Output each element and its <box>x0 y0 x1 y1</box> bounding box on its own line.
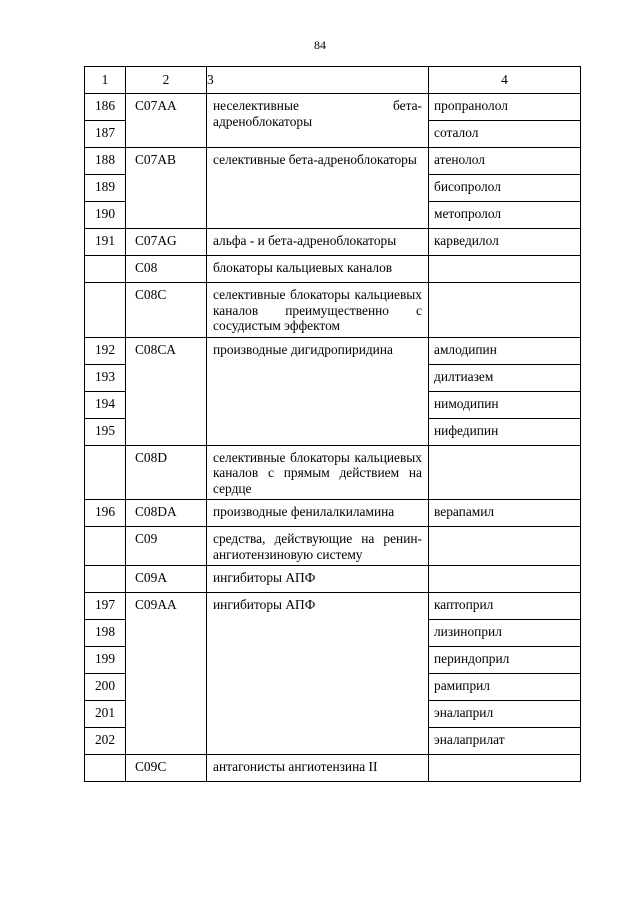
row-number: 202 <box>85 728 126 755</box>
row-number: 193 <box>85 364 126 391</box>
table-row <box>85 94 581 121</box>
header-col-1: 1 <box>85 67 126 94</box>
drug-name: лизиноприл <box>429 620 581 647</box>
drug-name <box>429 527 581 566</box>
row-number: 200 <box>85 674 126 701</box>
row-number: 194 <box>85 391 126 418</box>
atc-code: C08CA <box>126 337 207 445</box>
table-row <box>85 500 581 527</box>
drug-name: рамиприл <box>429 674 581 701</box>
atc-code: C07AG <box>126 229 207 256</box>
drug-name: эналаприл <box>429 701 581 728</box>
table-row <box>85 148 581 175</box>
drug-name: атенолол <box>429 148 581 175</box>
table-row <box>85 527 581 566</box>
group-description: производные фенилалкиламина <box>207 500 429 527</box>
page-number: 84 <box>314 38 326 52</box>
drug-name: верапамил <box>429 500 581 527</box>
row-number: 191 <box>85 229 126 256</box>
table-row <box>85 229 581 256</box>
row-number: 199 <box>85 647 126 674</box>
drug-name: дилтиазем <box>429 364 581 391</box>
row-number: 192 <box>85 337 126 364</box>
drug-name <box>429 755 581 782</box>
group-description: блокаторы кальциевых каналов <box>207 256 429 283</box>
group-description: селективные блокаторы кальциевых каналов с прямым действием на сердце <box>207 445 429 500</box>
table-row <box>85 566 581 593</box>
row-number: 190 <box>85 202 126 229</box>
drug-name <box>429 566 581 593</box>
row-number: 186 <box>85 94 126 121</box>
drug-name: эналаприлат <box>429 728 581 755</box>
table-row <box>85 256 581 283</box>
header-col-4: 4 <box>429 67 581 94</box>
drug-name: амлодипин <box>429 337 581 364</box>
group-description: производные дигидропиридина <box>207 337 429 445</box>
table-header-row <box>85 67 581 94</box>
atc-code: C09 <box>126 527 207 566</box>
drug-name: нифедипин <box>429 418 581 445</box>
drug-name <box>429 256 581 283</box>
drug-name: нимодипин <box>429 391 581 418</box>
row-number: 197 <box>85 593 126 620</box>
row-number <box>85 527 126 566</box>
drug-name <box>429 445 581 500</box>
atc-code: C08DA <box>126 500 207 527</box>
row-number: 195 <box>85 418 126 445</box>
table-row <box>85 337 581 364</box>
atc-code: C07AA <box>126 94 207 148</box>
drug-name: карведилол <box>429 229 581 256</box>
row-number: 187 <box>85 121 126 148</box>
atc-code: C08 <box>126 256 207 283</box>
atc-code: C07AB <box>126 148 207 229</box>
group-description: ингибиторы АПФ <box>207 593 429 755</box>
atc-code: C09A <box>126 566 207 593</box>
drug-name: каптоприл <box>429 593 581 620</box>
table-row <box>85 283 581 338</box>
header-col-3: 3 <box>207 67 429 94</box>
drug-name: метопролол <box>429 202 581 229</box>
row-number: 196 <box>85 500 126 527</box>
group-description: селективные бета-адреноблокаторы <box>207 148 429 229</box>
drug-classification-table <box>84 66 581 782</box>
atc-code: C08D <box>126 445 207 500</box>
atc-code: C09C <box>126 755 207 782</box>
drug-name: бисопролол <box>429 175 581 202</box>
row-number <box>85 445 126 500</box>
table-row <box>85 755 581 782</box>
row-number <box>85 755 126 782</box>
row-number: 201 <box>85 701 126 728</box>
atc-code: C08C <box>126 283 207 338</box>
group-description: средства, действующие на ренин-ангиотензиновую систему <box>207 527 429 566</box>
atc-code: C09AA <box>126 593 207 755</box>
row-number: 188 <box>85 148 126 175</box>
row-number <box>85 256 126 283</box>
row-number <box>85 283 126 338</box>
table-row <box>85 593 581 620</box>
table-row <box>85 445 581 500</box>
row-number <box>85 566 126 593</box>
drug-name: периндоприл <box>429 647 581 674</box>
drug-name: соталол <box>429 121 581 148</box>
row-number: 198 <box>85 620 126 647</box>
drug-name <box>429 283 581 338</box>
row-number: 189 <box>85 175 126 202</box>
group-description: альфа - и бета-адреноблокаторы <box>207 229 429 256</box>
drug-name: пропранолол <box>429 94 581 121</box>
group-description: неселективные бета-адреноблокаторы <box>207 94 429 148</box>
group-description: ингибиторы АПФ <box>207 566 429 593</box>
group-description: антагонисты ангиотензина II <box>207 755 429 782</box>
group-description: селективные блокаторы кальциевых каналов преимущественно с сосудистым эффектом <box>207 283 429 338</box>
header-col-2: 2 <box>126 67 207 94</box>
